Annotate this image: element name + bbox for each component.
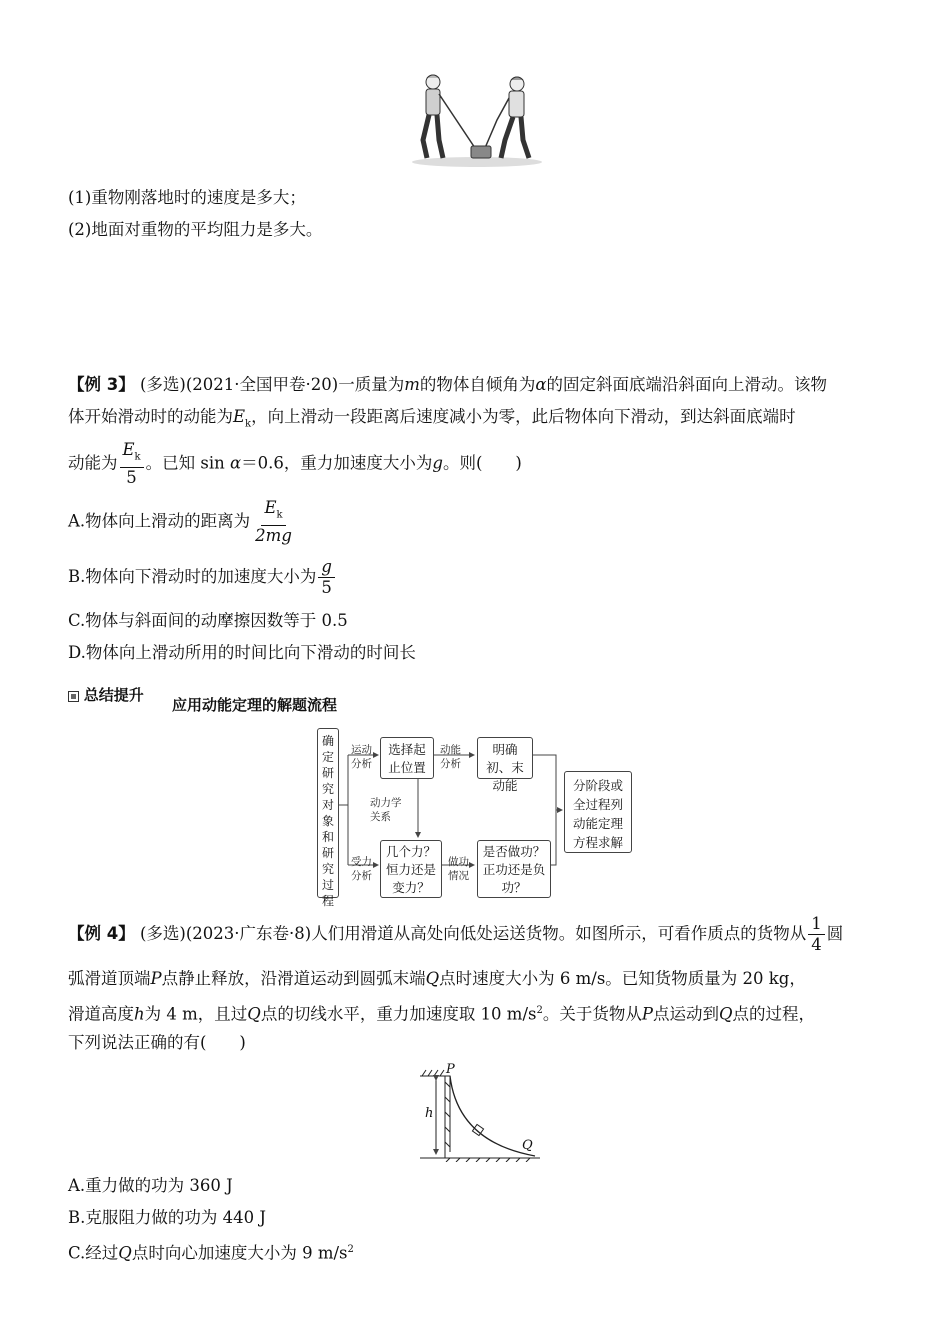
flow-label-dynamics: 动力学关系 (370, 797, 402, 823)
summary-header (68, 684, 144, 705)
example3-line3: 动能为 $\frac{E_k}{5}$ 。已知 sin α＝0.6，重力加速度大小为g。则( ) (68, 440, 522, 488)
diagram-label-q: Q (522, 1138, 533, 1153)
example3-line1: 【例 3】 (多选)(2021·全国甲卷·20)一质量为m的物体自倾角为α的固定斜面底端沿斜面向上滑动。该物 (68, 375, 828, 394)
example4-option-c: C.经过Q点时向心加速度大小为 9 $m/s^2$ (68, 1243, 354, 1263)
example4-option-b: B.克服阻力做的功为 440 J (68, 1208, 266, 1227)
flow-label-force: 受力分析 (351, 856, 372, 882)
question-1: (1)重物刚落地时的速度是多大； (68, 188, 306, 207)
summary-title: 应用动能定理的解题流程 (172, 696, 338, 714)
question-2: (2)地面对重物的平均阻力是多大。 (68, 220, 323, 239)
example4-line3: 滑道高度h为 4 m，且过Q点的切线水平，重力加速度取 10 $m/s^2$。关于货物从P点运动到Q点的过程， (68, 1004, 815, 1024)
example4-line1: 【例 4】 (多选)(2023·广东卷·8)人们用滑道从高处向低处运送货物。如图所示，可看作质点的货物从 $\frac{1}{4}$ 圆 (68, 914, 844, 954)
flow-box-result: 分阶段或全过程列动能定理方程求解 (564, 771, 632, 853)
example3-tag: 【例 3】 (68, 375, 135, 394)
summary-icon (68, 691, 79, 702)
fraction-ek-over-5: $\frac{E_k}{5}$ (120, 440, 144, 488)
example3-option-d: D.物体向上滑动所用的时间比向下滑动的时间长 (68, 643, 416, 662)
example3-line2: 体开始滑动时的动能为$E_k$，向上滑动一段距离后速度减小为零，此后物体向下滑动，到达斜面底端时 (68, 407, 796, 430)
flow-label-energy: 动能分析 (440, 744, 461, 770)
example3-option-a: A.物体向上滑动的距离为 $\frac{E_k}{2mg}$ (68, 498, 292, 546)
example3-option-c: C.物体与斜面间的动摩擦因数等于 0.5 (68, 611, 348, 630)
diagram-label-h: h (425, 1106, 434, 1121)
flow-label-work: 做功情况 (448, 856, 469, 882)
flow-box-research-object: 确定研究对象和研究过程 (317, 728, 339, 898)
diagram-label-p: P (446, 1062, 455, 1077)
people-lifting-weight-illustration (405, 70, 550, 170)
example3-option-b: B.物体向下滑动时的加速度大小为 $\frac{g}{5}$ (68, 556, 337, 598)
flow-box-forces: 几个力？恒力还是变力？ (380, 840, 442, 898)
example4-tag: 【例 4】 (68, 924, 135, 943)
example4-option-a: A.重力做的功为 360 J (68, 1176, 233, 1195)
flow-box-work-q: 是否做功？正功还是负功？ (477, 840, 551, 898)
example4-line4: 下列说法正确的有( ) (68, 1033, 246, 1052)
flow-box-start-end: 选择起止位置 (380, 737, 434, 779)
flow-label-motion: 运动分析 (351, 744, 372, 770)
flow-box-clear-ke: 明确初、末动能 (477, 737, 533, 779)
example4-line2: 弧滑道顶端P点静止释放，沿滑道运动到圆弧末端Q点时速度大小为 6 m/s。已知货物质量为 20 kg， (68, 969, 806, 988)
summary-label: 总结提升 (83, 686, 144, 704)
